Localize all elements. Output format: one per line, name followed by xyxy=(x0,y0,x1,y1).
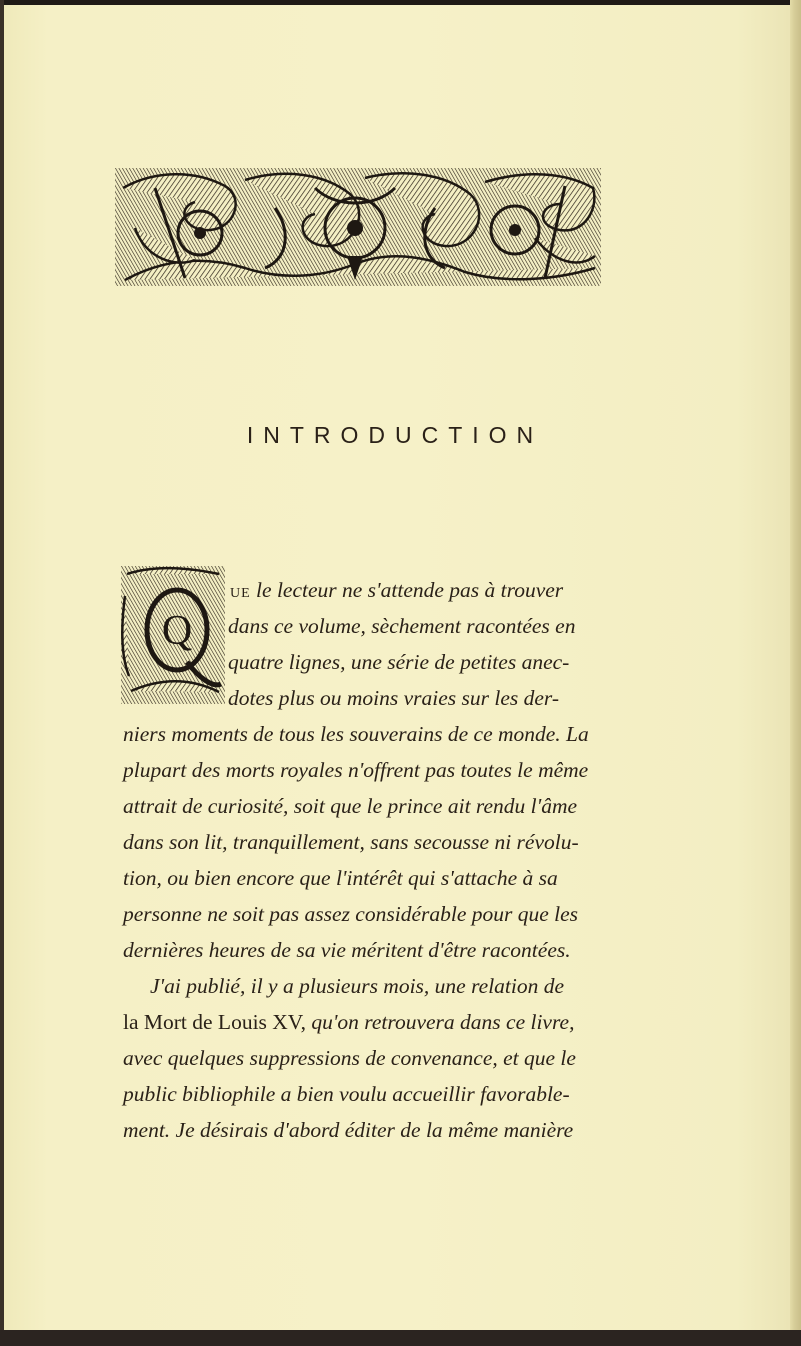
ornamental-headpiece xyxy=(115,168,601,286)
page-edge-left xyxy=(0,0,4,1346)
page-edge-bottom xyxy=(0,1330,801,1346)
page-edge-top xyxy=(0,0,801,5)
line-1-text: le lecteur ne s'attende pas à trouver xyxy=(256,578,564,602)
line-13-rest: qu'on retrouvera dans ce livre, xyxy=(305,1010,575,1034)
book-title-ref: la Mort de Louis XV, xyxy=(123,1010,306,1034)
text-line-14: avec quelques suppressions de convenance, et que le xyxy=(123,1046,576,1070)
text-line-5: niers moments de tous les souverains de ce monde. La xyxy=(123,722,589,746)
text-line-3: quatre lignes, une série de petites anec- xyxy=(228,650,570,674)
drop-cap-ornament xyxy=(121,566,225,704)
chapter-title: INTRODUCTION xyxy=(246,422,544,448)
text-line-15: public bibliophile a bien voulu accueillir favorable- xyxy=(123,1082,570,1106)
text-line-7: attrait de curiosité, soit que le prince ait rendu l'âme xyxy=(123,794,578,818)
text-line-4: dotes plus ou moins vraies sur les der- xyxy=(228,686,560,710)
drop-cap-letter: Q xyxy=(161,608,193,654)
text-line-11: dernières heures de sa vie méritent d'être racontées. xyxy=(123,938,571,962)
text-line-10: personne ne soit pas assez considérable pour que les xyxy=(123,902,579,926)
text-line-6: plupart des morts royales n'offrent pas toutes le même xyxy=(123,758,589,782)
text-line-9: tion, ou bien encore que l'intérêt qui s'attache à sa xyxy=(123,866,558,890)
drop-cap-rest: UE xyxy=(230,586,251,601)
text-line-1 xyxy=(230,578,563,603)
page-edge-right xyxy=(790,0,801,1346)
text-line-16: ment. Je désirais d'abord éditer de la même manière xyxy=(123,1118,574,1142)
text-line-12: J'ai publié, il y a plusieurs mois, une relation de xyxy=(150,974,565,998)
text-line-8: dans son lit, tranquillement, sans secousse ni révolu- xyxy=(123,830,579,854)
text-line-2: dans ce volume, sèchement racontées en xyxy=(228,614,576,638)
text-line-13 xyxy=(123,1010,574,1035)
